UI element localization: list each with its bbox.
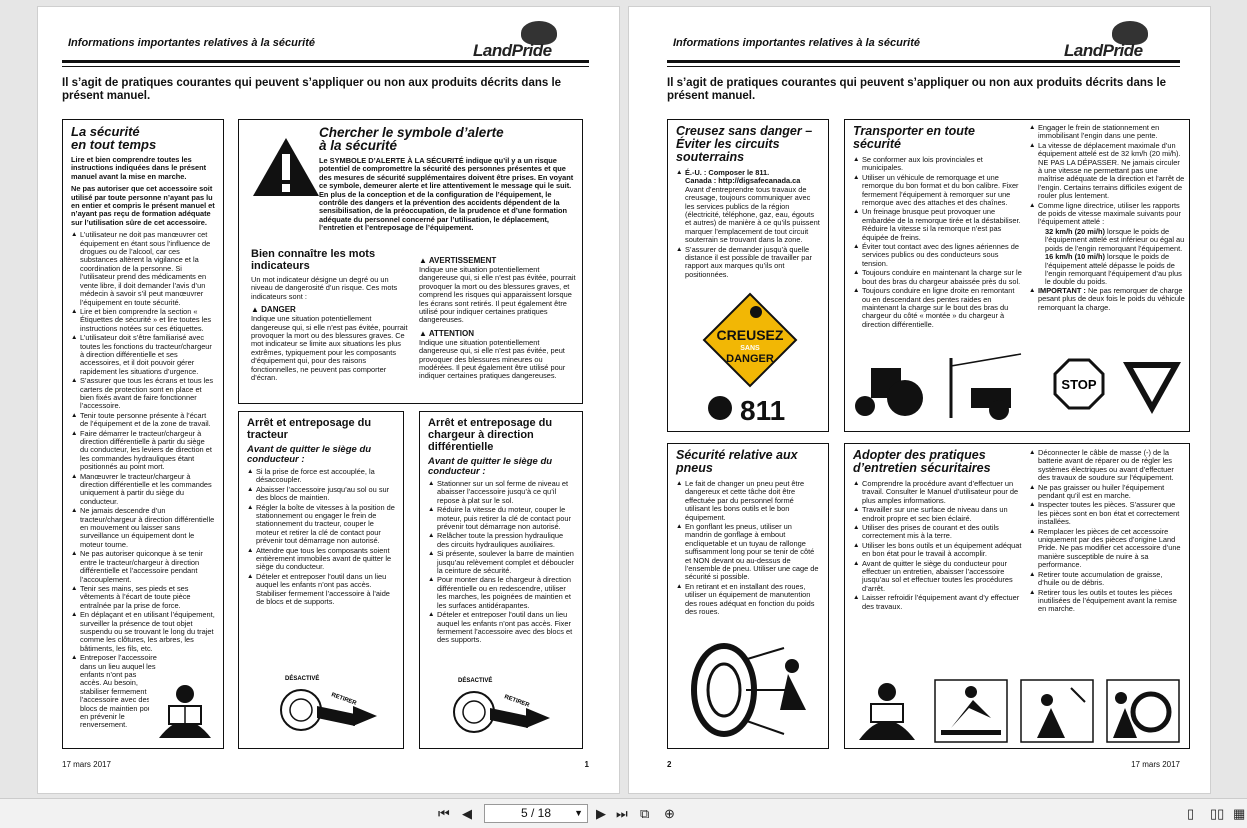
list-item: ▲ Le fait de changer un pneu peut être dangereux et cette tâche doit être effectuée par du personnel formé utilisant les bons outils et le bon équipement.: [676, 480, 820, 522]
safety-alert-icon: [251, 136, 321, 198]
next-page-button[interactable]: ▶: [596, 806, 606, 821]
list-item: ▲ S’assurer de demander jusqu’à quelle distance il est possible de travailler par rapport aux marques qu’ils ont positionnées.: [676, 246, 820, 280]
box-title: Transporter en toute sécurité: [853, 124, 976, 151]
previous-page-button[interactable]: ◀: [462, 806, 472, 821]
list-item: ▲ É.-U. : Composer le 811. Canada : http://digsafecanada.ca Avant d’entreprendre tous travaux de creusage, toujours communiquer avec les services publics de la région (électricité, téléphone, gaz, eau, égouts et autres) de manière à ce qu’ils puissent marquer l’emplacement de tout circuit souterrain se trouvant dans la zone.: [676, 169, 820, 245]
list-item: ▲ Réduire la vitesse du moteur, couper le moteur, puis retirer la clé de contact pour prévenir tout démarrage non autorisé.: [428, 506, 574, 531]
list-item: ▲ Si la prise de force est accouplée, la désaccoupler.: [247, 468, 395, 485]
maintenance-hazard-icons: [851, 678, 1187, 744]
page-number: 2: [667, 760, 672, 769]
warning-label: ▲ AVERTISSEMENT: [419, 256, 497, 265]
speed-rule-1: 32 km/h (20 mi/h) lorsque le poids de l’équipement attelé est inférieur ou égal au poids de l’engin remorquant l’équipement.: [1045, 226, 1185, 253]
list-item: ▲ Attendre que tous les composants soient entièrement immobiles avant de quitter le siège du conducteur.: [247, 547, 395, 572]
list-item: ▲ Pour monter dans le chargeur à direction différentielle ou en redescendre, utiliser les marches, les poignées de maintien et les surfaces antidérapantes.: [428, 576, 574, 610]
first-page-button[interactable]: ⏮: [438, 806, 450, 821]
caution-label: ▲ ATTENTION: [419, 328, 475, 338]
box-title-line1: La sécurité: [71, 124, 140, 139]
box-dig-safe: [667, 119, 829, 432]
list-item: ▲ L’utilisateur ne doit pas manœuvrer cet équipement en étant sous l’influence de drogues ou de l’alcool, car ces substances altèrent la vigilance et la coordination de la personne. Si l’utilisateur prend des médicaments en vente libre, il doit demander l’avis d’un médecin à savoir s’il peut manœuvrer l’équipement en toute sécurité.: [71, 231, 215, 307]
box-title-line2: en tout temps: [71, 137, 157, 152]
box-subtitle: Avant de quitter le siège du conducteur :: [428, 456, 553, 477]
off-label: DÉSACTIVÉ: [458, 678, 493, 684]
list-item: ▲ Avant de quitter le siège du conducteur pour effectuer un entretien, abaisser l’accessoire jusqu’au sol et effectuer toutes les procédures d’arrêt.: [853, 560, 1023, 594]
dig-safe-sign-icon: [702, 292, 798, 388]
alert-description: Le SYMBOLE D’ALERTE À LA SÉCURITÉ indique qu’il y a un risque potentiel de compromettre la sécurité des personnes présentes et que des mesures de sécurité supplémentaires doivent être prises. En voyant ce symbole, demeurer alerte et lire attentivement le message qui le suit. En plus de la conception et de la configuration de l’équipement, le contrôle des dangers et la prévention des accidents dépendent de la sensibilisation, de la préoccupation, de la prudence et d’une formation adéquate du personnel concerné par l’utilisation, le déplacement, l’entretien et l’entreposage de l’équipement.: [319, 156, 574, 233]
list-item: ▲ Engager le frein de stationnement en immobilisant l’engin dans une pente.: [1029, 124, 1185, 141]
page-header-title: Informations importantes relatives à la sécurité: [673, 37, 920, 49]
list-item: ▲ Si présente, soulever la barre de maintien jusqu’au relèvement complet et déboucler la ceinture de sécurité.: [428, 550, 574, 575]
signal-words-title: Bien connaître les mots indicateurs: [251, 248, 376, 272]
header-rule-thin: [667, 66, 1180, 67]
ignition-key-icon: [450, 672, 560, 738]
tire-explosion-icon: [684, 640, 814, 740]
box-safe-maintenance: [844, 443, 1190, 749]
box-title: Arrêt et entreposage du chargeur à direction différentielle: [428, 417, 553, 453]
tractor-icon: [855, 368, 923, 416]
box-loader-storage: [419, 411, 583, 749]
list-item: ▲ Toujours conduire en maintenant la charge sur le bout des bras du chargeur abaissée près du sol.: [853, 269, 1023, 286]
power-line-icon: [951, 354, 1021, 420]
box-title: Sécurité relative aux pneus: [676, 448, 798, 475]
stop-sign-icon: [1055, 360, 1103, 408]
list-item: ▲ Comprendre la procédure avant d’effectuer un travail. Consulter le Manuel d’utilisateur pour de plus amples informations.: [853, 480, 1023, 505]
list-item: ▲ Inspecter toutes les pièces. S’assurer que les pièces sont en bon état et correctement installées.: [1029, 501, 1185, 526]
list-item: ▲ Remplacer les pièces de cet accessoire uniquement par des pièces d’origine Land Pride. Ne pas modifier cet accessoire d’une manière susceptible de nuire à sa performance.: [1029, 528, 1185, 570]
rotating-parts-icon: [1107, 680, 1179, 742]
list-item: ▲ Un freinage brusque peut provoquer une embardée de la remorque tirée et la déstabiliser. Réduire la vitesse si la remorque n’est pas équipée de freins.: [853, 208, 1023, 242]
list-item: ▲ S’assurer que tous les écrans et tous les carters de protection sont en place et bien fixés avant de faire fonctionner l’accessoire.: [71, 377, 215, 411]
list-item: ▲ Abaisser l’accessoire jusqu’au sol ou sur des blocs de maintien.: [247, 486, 395, 503]
box-title: Creusez sans danger – Éviter les circuits souterrains: [676, 124, 813, 164]
page-indicator: 5 / 18: [520, 806, 552, 820]
list-item: ▲ Utiliser des prises de courant et des outils correctement mis à la terre.: [853, 524, 1023, 541]
list-item: ▲ Faire démarrer le tracteur/chargeur à direction différentielle à partir du siège du conducteur, les leviers de direction et les commandes hydrauliques étant positionnés au point mort.: [71, 430, 215, 472]
page-left: [37, 6, 620, 794]
copy-icon[interactable]: ⧉: [640, 806, 650, 821]
remove-label: RETIRER: [330, 692, 358, 707]
caution-text: Indique une situation potentiellement dangereuse qui, si elle n’est pas évitée, peut provoquer des blessures mineures ou modérées. Il peut également être utilisé pour indiquer certaines pratiques dangereuses.: [419, 337, 566, 381]
zoom-icon[interactable]: ⊕: [664, 806, 675, 821]
list-item: ▲ Retirer tous les outils et toutes les pièces inutilisées de l’équipement avant la remise en marche.: [1029, 589, 1185, 614]
paragraph: Ne pas autoriser que cet accessoire soit utilisé par toute personne n’ayant pas lu en entier et compris le présent manuel et n’ayant pas reçu de formation adéquate sur l’utilisation sûre de cet accessoire.: [71, 184, 215, 227]
list-item: ▲ Régler la boîte de vitesses à la position de stationnement ou engager le frein de stationnement du tracteur, couper le moteur et retirer la clé de contact pour prévenir tout démarrage non autorisé.: [247, 504, 395, 546]
list-item: ▲ Lire et bien comprendre la section « Étiquettes de sécurité » et lire toutes les instructions notées sur ces étiquettes.: [71, 308, 215, 333]
single-page-view-icon[interactable]: ▯: [1187, 806, 1195, 821]
box-tire-safety: [667, 443, 829, 749]
list-item: ▲ En gonflant les pneus, utiliser un mandrin de gonflage à embout encliquetable et un tuyau de rallonge suffisamment long pour se tenir de côté et NON devant ou au-dessus de l’ensemble de pneu. Utiliser une cage de sécurité si possible.: [676, 523, 820, 582]
list-item: ▲ Déconnecter le câble de masse (-) de la batterie avant de réparer ou de régler les systèmes électriques ou avant d’effectuer des travaux de soudure sur l’équipement.: [1029, 449, 1185, 483]
box-subtitle: Avant de quitter le siège du conducteur :: [247, 444, 372, 465]
off-label: DÉSACTIVÉ: [285, 676, 320, 682]
paragraph: Lire et bien comprendre toutes les instructions indiquées dans le présent manuel avant la mise en marche.: [71, 155, 207, 181]
page-header-title: Informations importantes relatives à la sécurité: [68, 37, 315, 49]
intro-text: Il s’agit de pratiques courantes qui peuvent s’appliquer ou non aux produits décrits dans le présent manuel.: [667, 77, 1167, 102]
list-item: ▲ La vitesse de déplacement maximale d’un équipement attelé est de 32 km/h (20 mi/h). NE PAS LA DÉPASSER. Ne jamais circuler à une vitesse ne permettant pas une maîtrise adéquate de la direction et l’arrêt de l’engin. Certains terrains difficiles exigent de rouler plus lentement.: [1029, 142, 1185, 201]
danger-text: Indique une situation potentiellement dangereuse qui, si elle n’est pas évitée, pourrait provoquer la mort ou des blessures graves. Ce mot indicateur se limite aux situations les plus extrêmes, typiquement pour les composants d’équipement qui, pour des raisons fonctionnelles, ne peuvent pas comporter d’écran.: [251, 314, 408, 383]
sign-word-1: CREUSEZ: [716, 327, 784, 343]
list-item: ▲ Tenir ses mains, ses pieds et ses vêtements à l’écart de toute pièce entraînée par la prise de force.: [71, 585, 215, 610]
header-rule: [667, 60, 1180, 63]
list-item: ▲ Ne pas autoriser quiconque à se tenir entre le tracteur/chargeur à direction différentielle et l’accessoire pendant l’accouplement.: [71, 550, 215, 584]
remove-label: RETIRER: [503, 694, 531, 709]
list-item: ▲ Stationner sur un sol ferme de niveau et abaisser l’accessoire jusqu’à ce qu’il repose à plat sur le sol.: [428, 480, 574, 505]
list-item: ▲ Dételer et entreposer l’outil dans un lieu auquel les enfants n’ont pas accès. Fixer fermement l’accessoire avec des blocs et des supports.: [428, 611, 574, 645]
flying-debris-icon: [1021, 680, 1093, 742]
transport-signs-icons: [851, 348, 1190, 428]
list-item: ▲ Travailler sur une surface de niveau dans un endroit propre et sec bien éclairé.: [853, 506, 1023, 523]
list-item: ▲ Comme ligne directrice, utiliser les rapports de poids de vitesse maximale suivants pour l’équipement attelé :: [1029, 202, 1185, 227]
page-right: [628, 6, 1211, 794]
read-manual-icon: [859, 683, 915, 740]
box-safety-always: [62, 119, 224, 749]
yield-sign-icon: [1123, 362, 1181, 414]
list-item: ▲ Entreposer l’accessoire dans un lieu auquel les enfants n’ont pas accès. Au besoin, stabiliser fermement l’accessoire avec des blocs de maintien pour en prévenir le renversement.: [71, 654, 159, 730]
warning-text: Indique une situation potentiellement dangereuse qui, si elle n’est pas évitée, pourrait provoquer la mort ou des blessures graves, et comprend les risques qui apparaissent lorsque les écrans sont retirés. Il peut également être utilisé pour indiquer certaines pratiques dangereuses.: [419, 265, 576, 325]
double-page-view-icon[interactable]: ▯▯: [1210, 806, 1225, 821]
list-item: ▲ Toujours conduire en ligne droite en remontant ou en descendant des pentes raides en maintenant la charge sur le bout des bras du chargeur du côté « montée » du chargeur à direction différentielle.: [853, 287, 1023, 329]
list-item: ▲ Se conformer aux lois provinciales et municipales.: [853, 156, 1023, 173]
sign-word-3: DANGER: [726, 353, 774, 365]
box-title: Arrêt et entreposage du tracteur: [247, 417, 372, 441]
box-safety-alert-symbol: [238, 119, 583, 404]
last-page-button[interactable]: ⏭: [616, 806, 628, 821]
footer-date: 17 mars 2017: [62, 760, 111, 769]
list-item: ▲ Retirer toute accumulation de graisse, d’huile ou de débris.: [1029, 571, 1185, 588]
list-item: ▲ Ne jamais descendre d’un tracteur/chargeur à direction différentielle en mouvement ou laisser sans surveillance un équipement dont le moteur tourne.: [71, 507, 215, 549]
brand-logo: [1064, 21, 1176, 61]
list-item: ▲ Laisser refroidir l’équipement avant d’y effectuer des travaux.: [853, 594, 1023, 611]
list-item: ▲ Ne pas graisser ou huiler l’équipement pendant qu’il est en marche.: [1029, 484, 1185, 501]
page-selector[interactable]: [484, 804, 588, 823]
svg-text:STOP: STOP: [1061, 377, 1097, 392]
call-811-icon: [704, 390, 804, 426]
header-rule-thin: [62, 66, 589, 67]
chevron-down-icon: ▼: [574, 808, 583, 818]
list-item: ▲ Utiliser les bons outils et un équipement adéquat en bon état pour le travail à accomplir.: [853, 542, 1023, 559]
brand-name: LandPride: [473, 41, 552, 60]
box-transport-safety: [844, 119, 1190, 432]
page-number: 1: [584, 760, 589, 769]
box-tractor-storage: [238, 411, 404, 749]
danger-label: ▲ DANGER: [251, 305, 296, 315]
speed-rule-2: 16 km/h (10 mi/h) lorsque le poids de l’équipement attelé dépasse le poids de l’engin remorquant l’équipement d’au plus le double du poids.: [1045, 252, 1182, 287]
signal-words-text: Un mot indicateur désigne un degré ou un niveau de dangerosité d’un risque. Ces mots indicateurs sont :: [251, 275, 398, 301]
slip-hazard-icon: [935, 680, 1007, 742]
header-rule: [62, 60, 589, 63]
box-title: Adopter des pratiques d’entretien sécuritaires: [853, 448, 991, 475]
viewer-toolbar: [0, 798, 1247, 828]
brand-name: LandPride: [1064, 41, 1143, 60]
phone-number: 811: [740, 395, 786, 426]
list-item: ▲ Éviter tout contact avec des lignes aériennes de services publics ou des conducteurs sous tension.: [853, 243, 1023, 268]
footer-date: 17 mars 2017: [1131, 760, 1180, 769]
box-title-line1: Chercher le symbole d’alerte: [319, 125, 504, 140]
list-item: ▲ Utiliser un véhicule de remorquage et une remorque du bon format et du bon calibre. Fixer fermement l’équipement à remorquer sur une remorque avec des attaches et des chaînes.: [853, 174, 1023, 208]
person-reading-manual-icon: [149, 680, 219, 742]
list-item: ▲ En retirant et en installant des roues, utiliser un équipement de manutention des roues adéquat en fonction du poids des roues.: [676, 583, 820, 617]
brand-logo: [473, 21, 585, 61]
list-item: ▲ Relâcher toute la pression hydraulique des circuits hydrauliques auxiliaires.: [428, 532, 574, 549]
important-note: ▲ IMPORTANT : Ne pas remorquer de charge pesant plus de deux fois le poids du véhicule remorquant la charge.: [1029, 287, 1185, 312]
list-item: ▲ Dételer et entreposer l’outil dans un lieu auquel les enfants n’ont pas accès. Stabiliser fermement l’accessoire à l’aide de blocs et de supports.: [247, 573, 395, 607]
sign-word-2: SANS: [740, 345, 760, 352]
grid-view-icon[interactable]: ▦: [1233, 806, 1246, 821]
ignition-key-icon: [277, 670, 387, 736]
box-title-line2: à la sécurité: [319, 138, 398, 153]
intro-text: Il s’agit de pratiques courantes qui peuvent s’appliquer ou non aux produits décrits dans le présent manuel.: [62, 77, 562, 102]
list-item: ▲ En déplaçant et en utilisant l’équipement, surveiller la présence de tout objet suspendu ou se trouvant le long du trajet comme les clôtures, les arbres, les bâtiments, les fils, etc.: [71, 611, 215, 653]
list-item: ▲ Manœuvrer le tracteur/chargeur à direction différentielle et les commandes uniquement à partir du siège du conducteur.: [71, 473, 215, 507]
list-item: ▲ L’utilisateur doit s’être familiarisé avec toutes les fonctions du tracteur/chargeur à direction différentielle et ses accessoires, et il doit pouvoir gérer rapidement les situations d’urgence.: [71, 334, 215, 376]
list-item: ▲ Tenir toute personne présente à l’écart de l’équipement et de la zone de travail.: [71, 412, 215, 429]
